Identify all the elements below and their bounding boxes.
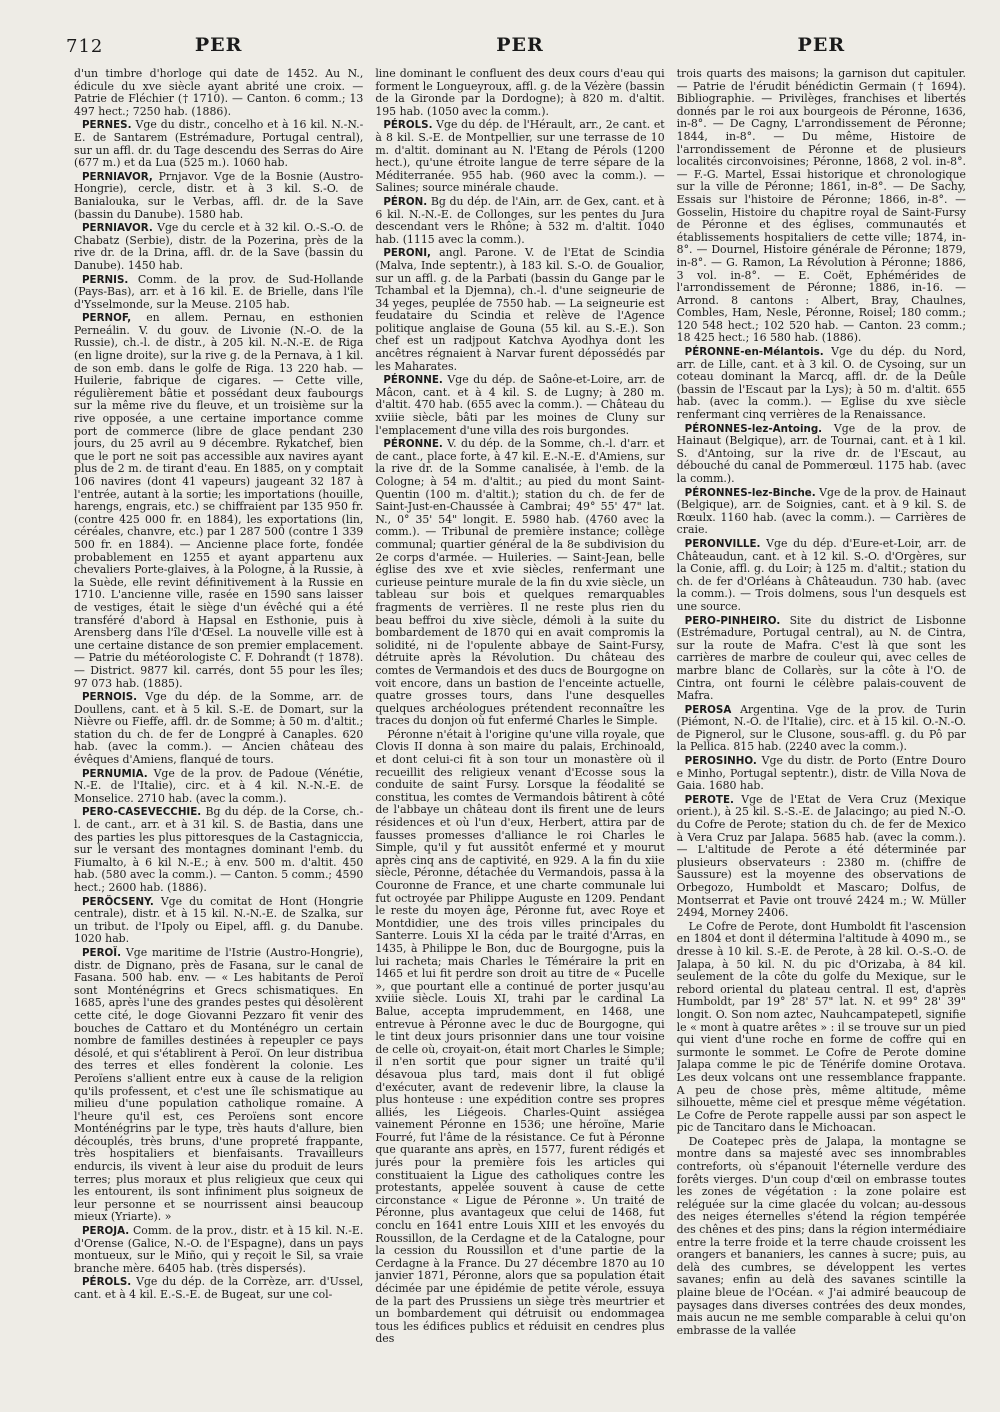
entry-headword: PERONVILLE.: [684, 537, 761, 550]
entry-text: Bg du dép. de l'Ain, arr. de Gex, cant. et à 6 kil. N.-N.-E. de Collonges, sur les pentes du Jura descendant vers le Rhône; à 532 m. d'altit. 1040 hab. (1115 avec la comm.).: [375, 194, 665, 246]
dictionary-entry: [677, 704, 966, 754]
running-head-left: [66, 34, 363, 68]
entry-headword: PERO-PINHEIRO.: [684, 614, 781, 627]
entry-text: Vge de la prov. de Hainaut (Belgique), arr. de Tournai, cant. et à 1 kil. S. d'Antoing, sur la rive dr. de l'Escaut, au débouché du canal de Pommerœul. 1175 hab. (avec la comm.).: [676, 421, 966, 485]
dictionary-entry: [677, 423, 966, 486]
running-head-center: [375, 34, 664, 68]
dictionary-entry: [375, 374, 664, 437]
entry-text: Vge du distr. de Porto (Entre Douro e Minho, Portugal septentr.), distr. de Villa Nova de Gaia. 1680 hab.: [676, 754, 966, 793]
dictionary-entry: [375, 119, 664, 195]
running-head-right: [677, 34, 966, 68]
entry-text: Vge de l'Etat de Vera Cruz (Mexique orient.), à 25 kil. S.-S.-E. de Jalacingo; au pied N.-O. du Cofre de Perote; station du ch. de fer de Mexico à Vera Cruz par Jalapa. 5685 hab. (avec la comm.). — L'altitude de Perote a été déterminée par plusieurs observateurs : 2380 m. (chiffre de Saussure) est la moyenne des observations de Orbegozo, Humboldt et Mascaro; Dolfus, de Montserrat et Pavie ont trouvé 2424 m.; W. Müller 2494, Morney 2406.: [676, 792, 966, 920]
entry-paragraph: [677, 1136, 966, 1338]
entry-headword: PERNES.: [82, 119, 132, 132]
dictionary-entry: [74, 691, 363, 767]
entry-headword: PERONI,: [383, 247, 431, 260]
entry-headword: PÉRONNE-en-Mélantois.: [684, 346, 824, 359]
entry-text: trois quarts des maisons; la garnison dut capituler. — Patrie de l'érudit bénédictin Germain († 1694). Bibliographie. — Privilèges, franchises et libertés donnés par le roi aux bourgeois de Péronne, 1636, in-8°. — De Cagny, L'arrondissement de Péronne; 1844, in-8°. — Du même, Histoire de l'arrondissement de Péronne et de plusieurs localités circonvoisines; Péronne, 1868, 2 vol. in-8°. — F.-G. Martel, Essai historique et chronologique sur la ville de Péronne; 1861, in-8°. — De Sachy, Essais sur l'histoire de Péronne; 1866, in-8°. — Gosselin, Histoire du chapitre royal de Saint-Fursy de Péronne et des églises, communautés et établissements hospitaliers de cette ville; 1874, in-8°. — Dournel, Histoire générale de Péronne; 1879, in-8°. — G. Ramon, La Révolution à Péronne; 1886, 3 vol. in-8°. — E. Coët, Ephémérides de l'arrondissement de Péronne; 1886, in-16. — Arrond. 8 cantons : Albert, Bray, Chaulnes, Combles, Ham, Nesle, Péronne, Roisel; 180 comm.; 120 548 hect.; 102 520 hab. — Canton. 23 comm.; 18 425 hect.; 16 580 hab. (1886).: [676, 68, 966, 345]
entry-headword: PEROJA.: [82, 1225, 130, 1238]
entry-text: en allem. Pernau, en esthonien Perneálin. V. du gouv. de Livonie (N.-O. de la Russie), ch.-l. de distr., à 205 kil. N.-N.-E. de Riga (en ligne droite), sur la rive g. de la Pernava, à 1 kil. de son emb. dans le golfe de Riga. 13 220 hab. — Huilerie, fabrique de cigares. — Cette ville, régulièrement bâtie et possédant deux faubourgs sur la même rive du fleuve, et un troisième sur la rive opposée, a une certaine importance comme port de commerce (libre de glace pendant 230 jours, du 25 avril au 9 décembre. Rykatchef, bien que le port ne soit pas accessible aux navires ayant plus de 2 m. de tirant d'eau. En 1885, on y comptait 106 navires (dont 41 vapeurs) jaugeant 32 187 à l'entrée, autant à la sortie; les importations (houille, harengs, engrais, etc.) se chiffraient par 135 950 fr. (contre 425 000 fr. en 1884), les exportations (lin, céréales, chanvre, etc.) par 1 287 500 (contre 1 339 500 fr. en 1884). — Ancienne place forte, fondée probablement en 1255 et ayant appartenu aux chevaliers Porte-glaives, à la Pologne, à la Russie, à la Suède, elle revint définitivement à la Russie en 1710. L'ancienne ville, rasée en 1590 sans laisser de vestiges, était le siège d'un évêché qui a été transféré d'abord à Hapsal en Esthonie, puis à Arensberg dans l'île d'Œsel. La nouvelle ville est à une certaine distance de son premier emplacement. — Patrie du météorologiste C. F. Dohrandt († 1878). — District. 9877 kil. carrés, dont 55 pour les îles; 97 073 hab. (1885).: [74, 311, 364, 690]
text-columns: [74, 68, 966, 1388]
entry-text: Le Cofre de Perote, dont Humboldt fit l'ascension en 1804 et dont il détermina l'altitude à 4090 m., se dresse à 10 kil. S.-E. de Perote, à 28 kil. O.-S.-O. de Jalapa, à 50 kil. N. du pic d'Orizaba, à 84 kil. seulement de la côte du golfe du Mexique, sur le rebord oriental du plateau central. Il est, d'après Humboldt, par 19° 28' 57" lat. N. et 99° 28' 39" longit. O. Son nom aztec, Nauhcampatepetl, signifie le « mont à quatre arêtes » : il se trouve sur un pied qui vient d'une roche en forme de coffre qui en surmonte le sommet. Le Cofre de Perote domine Jalapa comme le pic de Ténérife domine Orotava. Les deux volcans ont une ressemblance frappante. A peu de chose près, même altitude, même silhouette, même ciel et presque même végétation. Le Cofre de Perote rappelle aussi par son aspect le pic de Tancitaro dans le Michoacan.: [676, 919, 966, 1135]
dictionary-entry: [375, 247, 664, 373]
entry-headword: PERNUMIA.: [82, 767, 148, 780]
entry-headword: PÉRON.: [383, 195, 428, 208]
dictionary-entry: [74, 274, 363, 312]
text-column-1: [74, 68, 363, 1388]
entry-headword: PEROSA: [684, 703, 732, 716]
page-number: 712: [66, 36, 104, 57]
entry-text: Prnjavor. Vge de la Bosnie (Austro-Hongrie), cercle, distr. et à 3 kil. S.-O. de Banialouka, sur le Verbas, affl. dr. de la Save (bassin du Danube). 1580 hab.: [74, 169, 364, 221]
entry-headword: PÉRONNES-lez-Antoing.: [684, 422, 823, 435]
entry-text: De Coatepec près de Jalapa, la montagne se montre dans sa majesté avec ses innombrables contreforts, où s'épanouit l'éternelle verdure des forêts vierges. D'un coup d'œil on embrasse toutes les zones de végétation : la zone polaire est reléguée sur la cime glacée du volcan; au-dessous des neiges éternelles s'étend la région tempérée des chênes et des pins; dans la région intermédiaire entre la terre froide et la terre chaude croissent les orangers et bananiers, les cannes à sucre; puis, au delà des cumbres, se développent les vertes savanes; enfin au delà des savanes scintille la plaine bleue de l'Océan. « J'ai admiré beaucoup de paysages dans diverses contrées des deux mondes, mais aucun ne me semble comparable à celui qu'on embrasse de la vallée: [676, 1134, 966, 1337]
page-header: [66, 34, 966, 68]
entry-headword: PÉROLS.: [383, 119, 433, 132]
entry-text: Vge du comitat de Hont (Hongrie centrale), distr. et à 15 kil. N.-N.-E. de Szalka, sur un tribut. de l'Ipoly ou Eipel, affl. g. du Danube. 1020 hab.: [74, 894, 364, 946]
entry-headword: PEROTE.: [684, 793, 734, 806]
dictionary-entry: [74, 768, 363, 806]
dictionary-entry: [375, 438, 664, 728]
entry-headword: PEROSINHO.: [684, 755, 757, 768]
entry-headword: PERNOF,: [82, 312, 132, 325]
entry-headword: PERNOIS.: [82, 691, 138, 704]
entry-text: line dominant le confluent des deux cours d'eau qui forment le Longueyroux, affl. g. de la Vézère (bassin de la Gironde par la Dordogne); à 820 m. d'altit. 195 hab. (1050 avec la comm.).: [375, 68, 665, 118]
entry-headword: PERNIAVOR,: [82, 170, 153, 183]
entry-headword: PÉRONNE.: [383, 374, 443, 387]
entry-text: Vge du dép. de la Somme, arr. de Doullens, cant. et à 5 kil. S.-E. de Domart, sur la Nièvre ou Fieffe, affl. dr. de Somme; à 50 m. d'altit.; station du ch. de fer de Longpré à Canaples. 620 hab. (avec la comm.). — Ancien château des évêques d'Amiens, flanqué de tours.: [74, 690, 364, 767]
entry-text: Site du district de Lisbonne (Estrémadure, Portugal central), au N. de Cintra, sur la route de Mafra. C'est là que sont les carrières de marbre de couleur qui, avec celles de marbre blanc de Collarès, sur la côte à l'O. de Cintra, ont fourni le célèbre palais-couvent de Mafra.: [676, 613, 966, 703]
entry-continuation: [375, 68, 664, 118]
running-head-text: PER: [797, 34, 846, 56]
dictionary-entry: [677, 615, 966, 703]
entry-text: Vge maritime de l'Istrie (Austro-Hongrie), distr. de Dignano, près de Fasana, sur le canal de Fasana. 500 hab. env. — « Les habitants de Peroï sont Monténégrins et Grecs schismatiques. En 1685, après l'une des grandes pestes qui désolèrent cette cité, le doge Giovanni Pezzaro fit venir des bouches de Cattaro et du Monténégro un certain nombre de familles destinées à repeupler ce pays désolé, et qui s'établirent à Peroï. On leur distribua des terres et elles fondèrent la colonie. Les Peroïens s'allient entre eux à cause de la religion qu'ils professent, et c'est une île schismatique au milieu d'une population catholique romaine. A l'heure qu'il est, ces Peroïens sont encore Monténégrins par le type, très hauts d'allure, bien découplés, très bruns, d'une propreté frappante, très hospitaliers et bienfaisants. Travailleurs endurcis, ils vivent à leur aise du produit de leurs terres; plus moraux et plus religieux que ceux qui les entourent, ils sont infiniment plus soigneux de leur personne et se nourrissent ainsi beaucoup mieux (Yriarte). »: [74, 945, 364, 1224]
entry-continuation: [74, 68, 363, 118]
dictionary-entry: [74, 806, 363, 894]
entry-text: angl. Parone. V. de l'Etat de Scindia (Malva, Inde septentr.), à 183 kil. S.-O. de Goualior, sur un affl. g. de la Parbati (bassin du Gange par le Tchambal et la Djemna), ch.-l. d'une seigneurie de 34 yeges, peuplée de 7550 hab. — La seigneurie est feudataire du Scindia et relève de l'Agence politique anglaise de Gouna (55 kil. au S.-E.). Son chef est un radjpout Katchva Ayodhya dont les ancêtres régnaient à Narvar furent dépossédés par les Maharates.: [375, 246, 665, 373]
running-head-text: PER: [194, 34, 243, 56]
entry-text: Péronne n'était à l'origine qu'une villa royale, que Clovis II donna à son maire du palais, Erchinoald, et dont celui-ci fit à son tour un monastère où il recueillit des religieux venant d'Ecosse sous la conduite de saint Fursy. Lorsque la féodalité se constitua, les comtes de Vermandois bâtirent à côté de l'abbaye un château dont ils firent une de leurs résidences et où l'un d'eux, Herbert, attira par de fausses promesses d'alliance le roi Charles le Simple, qu'il y fut aussitôt enfermé et y mourut après cinq ans de captivité, en 929. A la fin du xiie siècle, Péronne, détachée du Vermandois, passa à la Couronne de France, et une charte communale lui fut octroyée par Philippe Auguste en 1209. Pendant le reste du moyen âge, Péronne fut, avec Roye et Montdidier, une des trois villes principales du Santerre. Louis XI la céda par le traité d'Arras, en 1435, à Philippe le Bon, duc de Bourgogne, puis la lui racheta; mais Charles le Téméraire la prit en 1465 et lui fit perdre son droit au titre de « Pucelle », que pourtant elle a continué de porter jusqu'au xviiie siècle. Louis XI, trahi par le cardinal La Balue, accepta imprudemment, en 1468, une entrevue à Péronne avec le duc de Bourgogne, qui le tint deux jours prisonnier dans une tour voisine de celle où, croyait-on, était mort Charles le Simple; il n'en sortit que pour signer un traité qu'il désavoua plus tard, mais dont il fut obligé d'exécuter, avant de redevenir libre, la clause la plus honteuse : une expédition contre ses propres alliés, les Liégeois. Charles-Quint assiégea vainement Péronne en 1536; une héroïne, Marie Fourré, fut l'âme de la résistance. Ce fut à Péronne que quarante ans après, en 1577, furent rédigés et jurés pour la première fois les articles qui constituaient la Ligue des catholiques contre les protestants, appelée souvent à cause de cette circonstance « Ligue de Péronne ». Un traité de Péronne, plus avantageux que celui de 1468, fut conclu en 1641 entre Louis XIII et les envoyés du Roussillon, de la Cerdagne et de la Catalogne, pour la cession du Roussillon et d'une partie de la Cerdagne à la France. Du 27 décembre 1870 au 10 janvier 1871, Péronne, alors que sa population était décimée par une épidémie de petite vérole, essuya de la part des Prussiens un siège très meurtrier et un bombardement qui détruisit ou endommagea tous les édifices publics et réduisit en cendres plus des: [375, 727, 665, 1346]
dictionary-entry: [74, 947, 363, 1224]
entry-headword: PERO-CASEVECCHIE.: [82, 806, 202, 819]
running-head-text: PER: [496, 34, 544, 56]
entry-text: Comm. de la prov., distr. et à 15 kil. N.-E. d'Orense (Galice, N.-O. de l'Espagne), dans un pays montueux, sur le Miño, qui y reçoit le Sil, sa vraie branche mère. 6405 hab. (très dispersés).: [74, 1224, 364, 1275]
entry-continuation: [677, 68, 966, 345]
dictionary-entry: [677, 346, 966, 422]
entry-text: Vge de la prov. de Padoue (Vénétie, N.-E. de l'Italie), circ. et à 4 kil. N.-N.-E. de Monselice. 2710 hab. (avec la comm.).: [74, 766, 364, 805]
entry-text: Vge du dép. de la Corrèze, arr. d'Ussel, cant. et à 4 kil. E.-S.-E. de Bugeat, sur une col-: [74, 1275, 364, 1301]
entry-headword: PÉRONNES-lez-Binche.: [684, 486, 816, 499]
dictionary-entry: [677, 755, 966, 793]
dictionary-entry: [74, 222, 363, 272]
entry-paragraph: [677, 921, 966, 1135]
entry-headword: PERNIAVOR.: [82, 222, 153, 235]
dictionary-entry: [74, 171, 363, 221]
dictionary-entry: [74, 1276, 363, 1301]
text-column-2: [375, 68, 664, 1388]
text-column-3: [677, 68, 966, 1388]
dictionary-entry: [74, 1225, 363, 1275]
dictionary-entry: [375, 196, 664, 246]
entry-headword: PERNIS.: [82, 273, 129, 286]
entry-text: V. du dép. de la Somme, ch.-l. d'arr. et de cant., place forte, à 47 kil. E.-N.-E. d'Amiens, sur la rive dr. de la Somme canalisée, à l'emb. de la Cologne; à 54 m. d'altit.; au pied du mont Saint-Quentin (100 m. d'altit.); station du ch. de fer de Saint-Just-en-Chaussée à Cambrai; 49° 55' 47" lat. N., 0° 35' 54" longit. E. 5980 hab. (4760 avec la comm.). — Tribunal de première instance; collège communal; quartier général de la 8e subdivision du 2e corps d'armée. — Huileries. — Saint-Jean, belle église des xve et xvie siècles, renfermant une curieuse peinture murale de la fin du xvie siècle, un tableau sur bois et quelques remarquables fragments de verrières. Il ne reste plus rien du beau beffroi du xive siècle, démoli à la suite du bombardement de 1870 qui en avait compromis la solidité, ni de l'opulente abbaye de Saint-Fursy, détruite après la Révolution. Du château des comtes de Vermandois et des ducs de Bourgogne on voit encore, dans un bastion de l'enceinte actuelle, quatre grosses tours, dans l'une desquelles quelques archéologues prétendent reconnaître les traces du donjon où fut enfermé Charles le Simple.: [375, 437, 665, 728]
entry-text: Argentina. Vge de la prov. de Turin (Piémont, N.-O. de l'Italie), circ. et à 15 kil. O.-N.-O. de Pignerol, sur le Clusone, sous-affl. g. du Pô par la Pellica. 815 hab. (2240 avec la comm.).: [676, 702, 966, 754]
entry-text: Vge de la prov. de Hainaut (Belgique), arr. de Soignies, cant. et à 9 kil. S. de Rœulx. 1160 hab. (avec la comm.). — Carrières de craie.: [676, 485, 966, 537]
dictionary-entry: [677, 487, 966, 537]
entry-paragraph: [375, 729, 664, 1346]
entry-text: d'un timbre d'horloge qui date de 1452. Au N., édicule du xve siècle ayant abrité une croix. — Patrie de Fléchier († 1710). — Canton. 6 comm.; 13 497 hect.; 7250 hab. (1886).: [74, 68, 364, 118]
dictionary-entry: [677, 794, 966, 920]
entry-headword: PÉROLS.: [82, 1276, 132, 1289]
entry-headword: PÉRONNE.: [383, 438, 443, 451]
dictionary-entry: [74, 896, 363, 946]
entry-text: Vge du distr., concelho et à 16 kil. N.-N.-E. de Santarem (Estrémadure, Portugal central), sur un affl. dr. du Tage descendu des Serras do Aire (677 m.) et da Lua (525 m.). 1060 hab.: [74, 118, 364, 170]
entry-text: Bg du dép. de la Corse, ch.-l. de cant., arr. et à 31 kil. S. de Bastia, dans une des parties les plus pittoresques de la Castagniccia, sur le versant des montagnes dominant l'emb. du Fiumalto, à 6 kil N.-E.; à env. 500 m. d'altit. 450 hab. (580 avec la comm.). — Canton. 5 comm.; 4590 hect.; 2600 hab. (1886).: [74, 805, 364, 894]
dictionary-entry: [74, 312, 363, 690]
dictionary-entry: [677, 538, 966, 614]
entry-headword: PERÖCSENY.: [82, 895, 154, 908]
entry-text: Comm. de la prov. de Sud-Hollande (Pays-Bas), arr. et à 16 kil. E. de Brielle, dans l'île d'Ysselmonde, sur la Meuse. 2105 hab.: [74, 272, 364, 311]
entry-text: Vge du dép. de l'Hérault, arr., 2e cant. et à 8 kil. S.-E. de Montpellier, sur une terrasse de 10 m. d'altit. dominant au N. l'Etang de Pérols (1200 hect.), qu'une étroite langue de terre sépare de la Méditerranée. 955 hab. (960 avec la comm.). — Salines; source minérale chaude.: [375, 118, 665, 195]
dictionary-entry: [74, 119, 363, 169]
entry-text: Vge du cercle et à 32 kil. O.-S.-O. de Chabatz (Serbie), distr. de la Pozerina, près de la rive dr. de la Drina, affl. dr. de la Save (bassin du Danube). 1450 hab.: [74, 221, 364, 272]
entry-text: Vge du dép. de Saône-et-Loire, arr. de Mâcon, cant. et à 4 kil. S. de Lugny; à 280 m. d'altit. 470 hab. (655 avec la comm.). — Château du xviiie siècle, bâti par les moines de Cluny sur l'emplacement d'une villa des rois burgondes.: [375, 373, 665, 437]
entry-text: Vge du dép. d'Eure-et-Loir, arr. de Châteaudun, cant. et à 12 kil. S.-O. d'Orgères, sur la Conie, affl. g. du Loir; à 125 m. d'altit.; station du ch. de fer d'Orléans à Châteaudun. 730 hab. (avec la comm.). — Trois dolmens, sous l'un desquels est une source.: [676, 536, 966, 613]
entry-headword: PEROÏ.: [82, 946, 122, 959]
entry-text: Vge du dép. du Nord, arr. de Lille, cant. et à 3 kil. O. de Cysoing, sur un coteau dominant la Marcq, affl. dr. de la Deûle (bassin de l'Escaut par la Lys); à 50 m. d'altit. 655 hab. (avec la comm.). — Eglise du xve siècle renfermant cinq verrières de la Renaissance.: [676, 345, 966, 422]
